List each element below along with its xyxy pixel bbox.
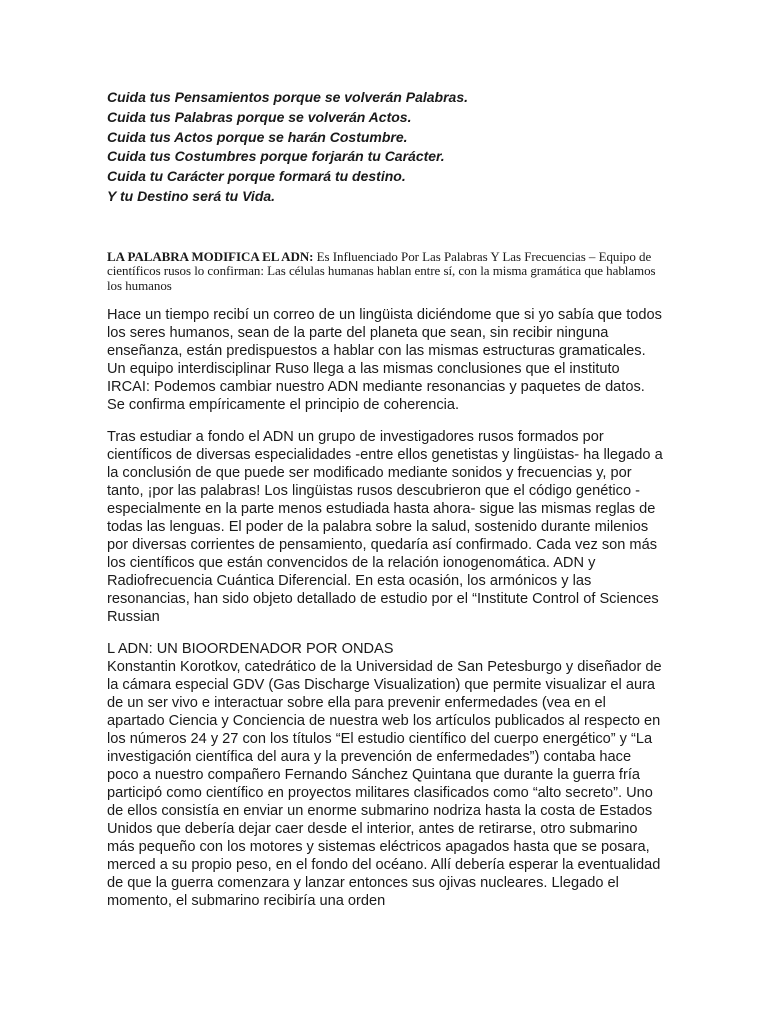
body-paragraph: Konstantin Korotkov, catedrático de la Universidad de San Petesburgo y diseñador de la cámara especial GDV (Gas Discharge Visualization) que permite visualizar el aura de un ser vivo e interactuar sobre ella para prevenir enfermedades (vea en el apartado Ciencia y Conciencia de nuestra web los artículos publicados al respecto en los números 24 y 27 con los títulos “El estudio científico del cuerpo energético” y “La investigación científica del aura y la prevención de enfermedades”) contaba hace poco a nuestro compañero Fernando Sánchez Quintana que durante la guerra fría participó como científico en proyectos militares clasificados como “alto secreto”. Uno de ellos consistía en enviar un enorme submarino nodriza hasta la costa de Estados Unidos que debería dejar caer desde el interior, antes de retirarse, otro submarino más pequeño con los motores y sistemas eléctricos apagados hasta que se posara, merced a su propio peso, en el fondo del océano. Allí debería esperar la eventualidad de que la guerra comenzara y lanzar entonces sus ojivas nucleares. Llegado el momento, el submarino recibiría una orden [107, 659, 662, 910]
article-section [107, 640, 663, 910]
document-page [107, 88, 663, 910]
body-paragraph: Hace un tiempo recibí un correo de un lingüista diciéndome que si yo sabía que todos los seres humanos, sean de la parte del planeta que sean, sin recibir ninguna enseñanza, están predispuestos a hablar con las mismas estructuras gramaticales. Un equipo interdisciplinar Ruso llega a las mismas conclusiones que el instituto IRCAI: Podemos cambiar nuestro ADN mediante resonancias y paquetes de datos. Se confirma empíricamente el principio de coherencia. [107, 307, 662, 414]
quote-line: Cuida tu Carácter porque formará tu destino. [107, 168, 406, 185]
quote-line: Cuida tus Costumbres porque forjarán tu Carácter. [107, 148, 445, 165]
quote-line: Cuida tus Palabras porque se volverán Actos. [107, 108, 412, 125]
headline-title: LA PALABRA MODIFICA EL ADN: [107, 248, 314, 264]
quote-line: Cuida tus Pensamientos porque se volverán Palabras. [107, 89, 469, 105]
section-heading: L ADN: UN BIOORDENADOR POR ONDAS [107, 641, 394, 658]
body-paragraph: Tras estudiar a fondo el ADN un grupo de investigadores rusos formados por científicos de diversas especialidades -entre ellos genetistas y lingüistas- ha llegado a la conclusión de que puede ser modificado mediante sonidos y frecuencias y, por tanto, ¡por las palabras! Los lingüistas rusos descubrieron que el código genético -especialmente en la parte menos estudiada hasta ahora- sigue las mismas reglas de todas las lenguas. El poder de la palabra sobre la salud, sostenido durante milenios por diversas corrientes de pensamiento, quedaría así confirmado. Cada vez son más los científicos que están convencidos de la relación ionogenomática. ADN y Radiofrecuencia Cuántica Diferencial. En esta ocasión, los armónicos y las resonancias, han sido objeto detallado de estudio por el “Institute Control of Sciences Russian [107, 429, 663, 626]
quote-line: Cuida tus Actos porque se harán Costumbre. [107, 128, 408, 145]
headline-text: Es Influenciado Por Las Palabras Y Las Frecuencias – Equipo de científicos rusos lo confirman: Las células humanas hablan entre sí, con la misma gramática que hablamos los humanos [107, 248, 656, 293]
quote-block [107, 88, 663, 207]
quote-line: Y tu Destino será tu Vida. [107, 187, 276, 204]
article-headline [107, 250, 663, 294]
